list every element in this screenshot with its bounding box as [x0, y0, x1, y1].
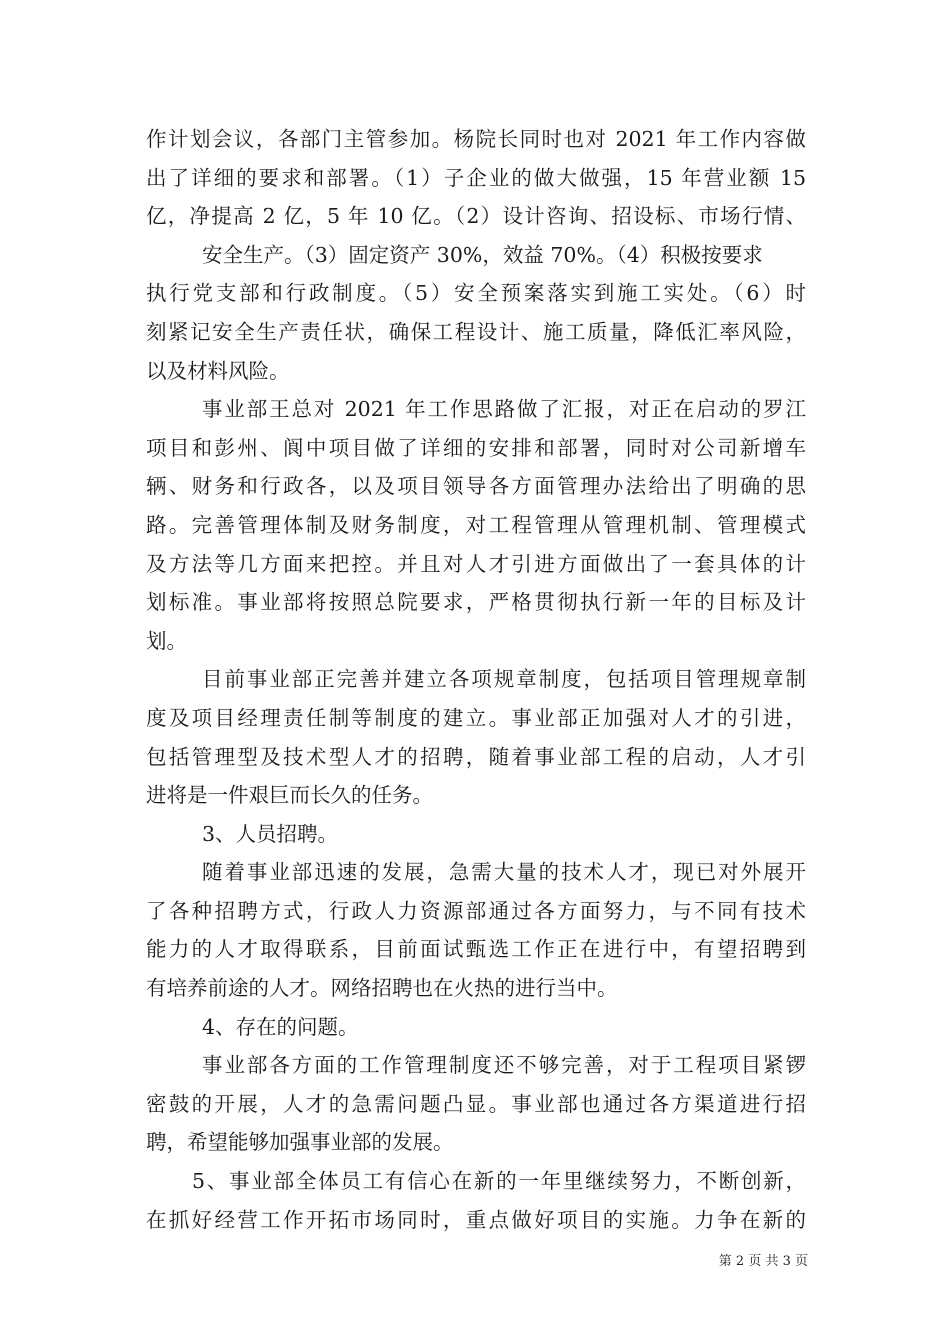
text-line: 以及材料风险。 [146, 358, 290, 383]
text-line: 密鼓的开展，人才的急需问题凸显。事业部也通过各方渠道进行招 [146, 1091, 806, 1116]
text-line: 路。完善管理体制及财务制度，对工程管理从管理机制、管理模式 [146, 512, 806, 537]
text-line: 能力的人才取得联系，目前面试甄选工作正在进行中，有望招聘到 [146, 937, 806, 962]
document-body [146, 120, 806, 1239]
text-line: 亿，净提高 2 亿，5 年 10 亿。（2）设计咨询、招设标、市场行情、 [146, 204, 806, 229]
text-line: 出了详细的要求和部署。（1）子企业的做大做强，15 年营业额 15 [146, 165, 806, 190]
text-line: 事业部各方面的工作管理制度还不够完善，对于工程项目紧锣 [202, 1053, 806, 1078]
text-line: 聘，希望能够加强事业部的发展。 [146, 1130, 454, 1155]
text-line: 作计划会议，各部门主管参加。杨院长同时也对 2021 年工作内容做 [146, 127, 806, 151]
text-line: 辆、财务和行政各，以及项目领导各方面管理办法给出了明确的思 [146, 474, 806, 499]
text-line: 了各种招聘方式，行政人力资源部通过各方面努力，与不同有技术 [146, 898, 806, 923]
text-line: 执行党支部和行政制度。（5）安全预案落实到施工实处。（6）时 [146, 281, 806, 306]
text-line: 目前事业部正完善并建立各项规章制度，包括项目管理规章制 [202, 667, 806, 692]
text-line: 事业部王总对 2021 年工作思路做了汇报，对正在启动的罗江 [202, 397, 806, 422]
text-line: 划。 [146, 628, 187, 653]
page-number-footer: 第 2 页 共 3 页 [718, 1254, 808, 1269]
text-line: 有培养前途的人才。网络招聘也在火热的进行当中。 [146, 976, 618, 1001]
text-line: 划标准。事业部将按照总院要求，严格贯彻执行新一年的目标及计 [146, 590, 806, 615]
text-line: 刻紧记安全生产责任状，确保工程设计、施工质量，降低汇率风险， [146, 319, 806, 344]
section-heading: 3、人员招聘。 [202, 821, 339, 846]
text-line: 项目和彭州、阆中项目做了详细的安排和部署，同时对公司新增车 [146, 435, 806, 460]
text-line: 及方法等几方面来把控。并且对人才引进方面做出了一套具体的计 [146, 551, 806, 576]
text-line: 在抓好经营工作开拓市场同时，重点做好项目的实施。力争在新的 [146, 1207, 806, 1232]
text-line: 包括管理型及技术型人才的招聘，随着事业部工程的启动，人才引 [146, 744, 806, 769]
text-line: 安全生产。（3）固定资产 30%，效益 70%。（4）积极按要求 [202, 242, 763, 267]
text-line: 5、事业部全体员工有信心在新的一年里继续努力，不断创新， [192, 1169, 806, 1194]
section-heading: 4、存在的问题。 [202, 1014, 359, 1039]
text-line: 进将是一件艰巨而长久的任务。 [146, 783, 433, 808]
text-line: 随着事业部迅速的发展，急需大量的技术人才，现已对外展开 [202, 860, 806, 885]
text-line: 度及项目经理责任制等制度的建立。事业部正加强对人才的引进， [146, 705, 806, 730]
